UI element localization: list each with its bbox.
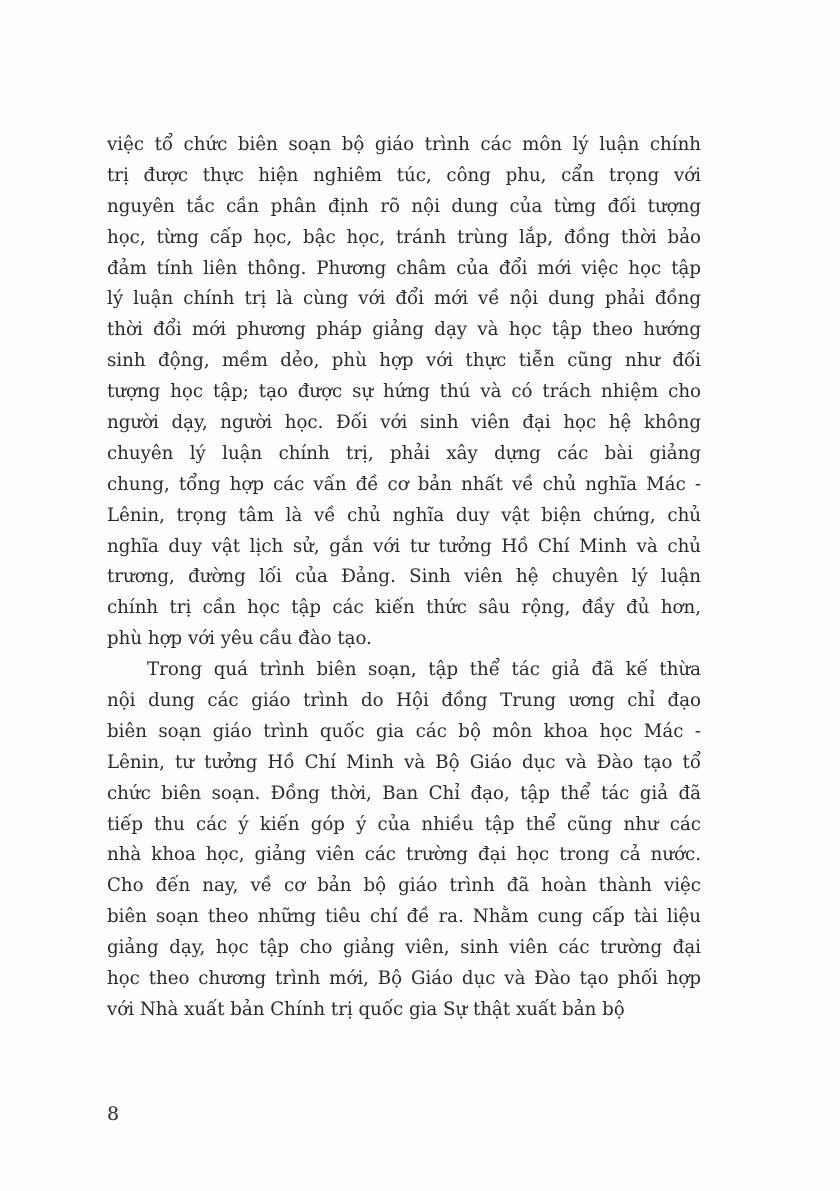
text-line: trương, đường lối của Đảng. Sinh viên hệ chuyên lý luận [107,566,701,588]
text-line: biên soạn giáo trình quốc gia các bộ môn khoa học Mác - [107,720,701,742]
paragraph [107,655,701,1026]
text-line: chính trị cần học tập các kiến thức sâu rộng, đầy đủ hơn, [107,597,701,619]
text-line: với Nhà xuất bản Chính trị quốc gia Sự thật xuất bản bộ [107,998,625,1020]
text-line: chuyên lý luận chính trị, phải xây dựng các bài giảng [107,442,701,464]
text-line: chung, tổng hợp các vấn đề cơ bản nhất về chủ nghĩa Mác - [107,473,701,495]
text-line: tiếp thu các ý kiến góp ý của nhiều tập thể cũng như các [107,813,701,835]
paragraph [107,130,701,655]
text-line: biên soạn theo những tiêu chí đề ra. Nhằm cung cấp tài liệu [107,906,701,928]
text-line: học theo chương trình mới, Bộ Giáo dục và Đào tạo phối hợp [107,968,701,990]
text-line: học, từng cấp học, bậc học, tránh trùng lắp, đồng thời bảo [107,226,701,248]
text-line: nội dung các giáo trình do Hội đồng Trung ương chỉ đạo [107,690,701,712]
body-text [107,130,701,1026]
text-line: nguyên tắc cần phân định rõ nội dung của từng đối tượng [107,195,701,217]
text-line: nghĩa duy vật lịch sử, gắn với tư tưởng Hồ Chí Minh và chủ [107,535,701,557]
text-line: Trong quá trình biên soạn, tập thể tác giả đã kế thừa [147,659,701,681]
text-line: phù hợp với yêu cầu đào tạo. [107,628,372,650]
text-line: việc tổ chức biên soạn bộ giáo trình các môn lý luận chính [107,134,701,155]
text-line: sinh động, mềm dẻo, phù hợp với thực tiễn cũng như đối [107,350,701,372]
text-line: Lênin, tư tưởng Hồ Chí Minh và Bộ Giáo dục và Đào tạo tổ [107,751,701,773]
text-line: giảng dạy, học tập cho giảng viên, sinh viên các trường đại [107,937,701,959]
text-line: Lênin, trọng tâm là về chủ nghĩa duy vật biện chứng, chủ [107,504,701,526]
text-line: tượng học tập; tạo được sự hứng thú và có trách nhiệm cho [107,381,701,403]
text-line: trị được thực hiện nghiêm túc, công phu, cẩn trọng với [107,164,701,186]
page-number: 8 [107,1103,120,1125]
text-line: nhà khoa học, giảng viên các trường đại học trong cả nước. [107,844,701,866]
text-line: chức biên soạn. Đồng thời, Ban Chỉ đạo, tập thể tác giả đã [107,782,701,804]
text-line: người dạy, người học. Đối với sinh viên đại học hệ không [107,412,701,434]
text-line: đảm tính liên thông. Phương châm của đổi mới việc học tập [107,257,701,279]
text-line: thời đổi mới phương pháp giảng dạy và học tập theo hướng [107,319,701,341]
text-line: Cho đến nay, về cơ bản bộ giáo trình đã hoàn thành việc [107,875,701,897]
text-line: lý luận chính trị là cùng với đổi mới về nội dung phải đồng [107,288,701,310]
